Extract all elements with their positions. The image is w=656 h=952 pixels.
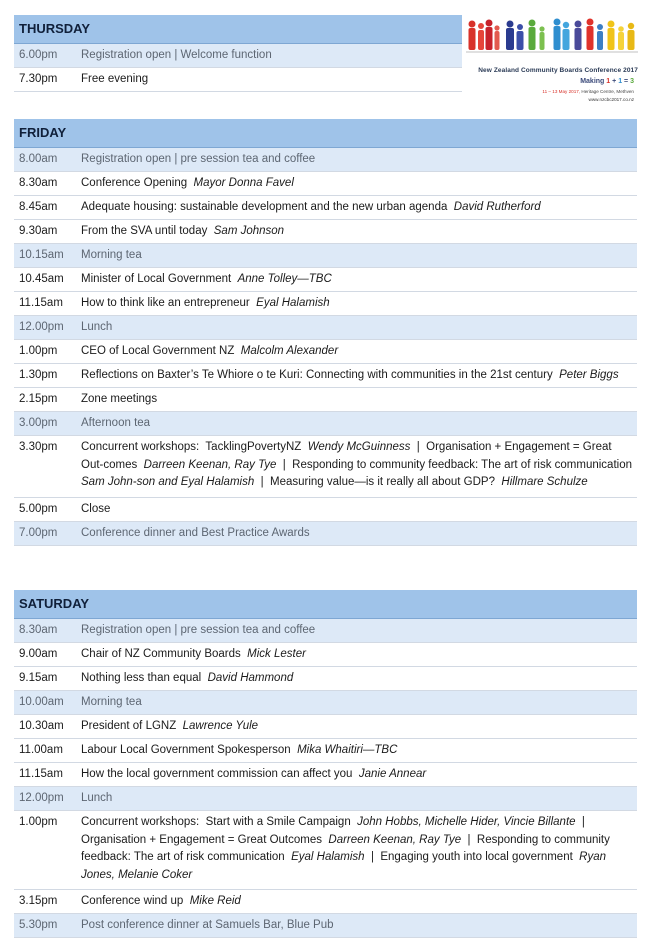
session-description <box>81 47 462 65</box>
session-title: Nothing less than equal <box>81 672 202 684</box>
session-title: How to think like an entrepreneur <box>81 297 250 309</box>
speaker-name: Darreen Keenan, Ray Tye <box>143 458 277 471</box>
session-description <box>81 742 637 760</box>
schedule-row <box>14 364 637 388</box>
schedule-row <box>14 619 637 643</box>
speaker-name: Mayor Donna Favel <box>193 177 294 189</box>
saturday-section <box>14 590 637 938</box>
session-time: 8.45am <box>19 201 58 213</box>
schedule-row <box>14 643 637 667</box>
schedule-row <box>14 691 637 715</box>
speaker-name: Sam John-son and Eyal Halamish <box>81 476 255 488</box>
session-time: 6.00pm <box>19 49 58 61</box>
speaker-name: Darreen Keenan, Ray Tye <box>328 833 462 846</box>
session-description <box>81 766 637 784</box>
session-title: Zone meetings <box>81 393 158 405</box>
session-description <box>81 343 637 361</box>
session-time: 9.00am <box>19 648 58 660</box>
speaker-name: Wendy McGuinness <box>307 441 411 453</box>
session-description <box>81 415 637 433</box>
session-time: 1.00pm <box>19 816 58 828</box>
speaker-name: Anne Tolley—TBC <box>237 273 332 285</box>
schedule-row <box>14 316 637 340</box>
speaker-name: Ryan Jones, Melanie Coker <box>81 851 610 881</box>
session-text: | Engaging youth into local government <box>364 851 580 863</box>
session-description <box>81 391 637 409</box>
session-title: Chair of NZ Community Boards <box>81 648 241 660</box>
session-time: 3.00pm <box>19 417 58 429</box>
session-description <box>81 790 637 808</box>
session-description <box>81 319 637 337</box>
schedule-row <box>14 220 637 244</box>
session-text: | Organisation + Engagement = Great Out-comes <box>81 441 615 471</box>
session-description <box>81 199 637 217</box>
session-time: 7.30pm <box>19 73 58 85</box>
speaker-name: Eyal Halamish <box>256 297 330 309</box>
schedule-row <box>14 172 637 196</box>
schedule-row <box>14 68 462 92</box>
session-title: Close <box>81 502 111 515</box>
session-title: Post conference dinner at Samuels Bar, Blue Pub <box>81 919 334 931</box>
session-description <box>81 175 637 193</box>
session-time: 12.00pm <box>19 321 64 333</box>
conference-logo <box>466 15 638 108</box>
speaker-name: Mike Reid <box>189 895 241 907</box>
speaker-name: Hillmare Schulze <box>501 476 588 488</box>
session-time: 8.30am <box>19 177 58 189</box>
schedule-row <box>14 522 637 546</box>
session-description <box>81 670 637 688</box>
session-description <box>81 917 637 935</box>
session-title: Conference wind up <box>81 895 184 907</box>
speaker-name: Mick Lester <box>247 648 306 660</box>
session-time: 9.30am <box>19 225 58 237</box>
speaker-name: Janie Annear <box>358 768 427 780</box>
session-text: | Organisation + Engagement = Great Outcomes <box>81 816 592 846</box>
schedule-row <box>14 763 637 787</box>
session-time: 11.00am <box>19 744 63 756</box>
session-description <box>81 814 637 884</box>
conference-url: www.nzcbc2017.co.nz <box>588 97 634 102</box>
session-title: Registration open | pre session tea and coffee <box>81 624 316 636</box>
friday-section <box>14 119 637 546</box>
session-title: Registration open | pre session tea and coffee <box>81 153 316 165</box>
session-description <box>81 694 637 712</box>
session-title: Morning tea <box>81 249 142 261</box>
speaker-name: David Hammond <box>207 672 294 684</box>
saturday-rows <box>14 619 637 938</box>
session-time: 10.45am <box>19 273 64 285</box>
session-title: Conference dinner and Best Practice Awards <box>81 526 310 539</box>
session-title: Reflections on Baxter’s Te Whiore o te Kuri: Connecting with communities in the 21st century <box>81 369 553 381</box>
conference-tagline: Making 1 + 1 = 3 <box>580 78 634 85</box>
session-title: Adequate housing: sustainable development and the new urban agenda <box>81 201 448 213</box>
speaker-name: Peter Biggs <box>559 369 619 381</box>
schedule-row <box>14 667 637 691</box>
session-description <box>81 439 637 492</box>
friday-header: FRIDAY <box>14 119 637 148</box>
session-time: 8.30am <box>19 624 58 636</box>
session-description <box>81 646 637 664</box>
schedule-row <box>14 292 637 316</box>
session-description <box>81 223 637 241</box>
session-title: Afternoon tea <box>81 417 151 429</box>
session-time: 8.00am <box>19 153 58 165</box>
session-time: 1.30pm <box>19 369 58 381</box>
schedule-row <box>14 244 637 268</box>
speaker-name: David Rutherford <box>453 201 541 213</box>
session-title: Lunch <box>81 321 113 333</box>
schedule-row <box>14 388 637 412</box>
session-time: 9.15am <box>19 672 58 684</box>
conference-dates: 11 – 13 May 2017, Heritage Centre, Methven <box>542 89 634 94</box>
session-time: 5.30pm <box>19 919 58 931</box>
session-description <box>81 295 637 313</box>
session-time: 7.00pm <box>19 526 58 539</box>
schedule-row <box>14 787 637 811</box>
session-time: 3.15pm <box>19 895 58 907</box>
speaker-name: John Hobbs, Michelle Hider, Vincie Billante <box>357 816 576 828</box>
schedule-row <box>14 268 637 292</box>
session-text: | Responding to community feedback: The art of risk communication <box>276 458 639 471</box>
schedule-row <box>14 914 637 938</box>
session-title: CEO of Local Government NZ <box>81 345 235 357</box>
session-description <box>81 718 637 736</box>
session-text: Concurrent workshops: TacklingPovertyNZ <box>81 441 308 453</box>
session-text: | Responding to community feedback: The art of risk communication <box>81 833 614 863</box>
session-title: Labour Local Government Spokesperson <box>81 744 291 756</box>
session-time: 2.15pm <box>19 393 58 405</box>
schedule-row <box>14 196 637 220</box>
session-description <box>81 367 637 385</box>
schedule-row <box>14 498 637 522</box>
session-time: 11.15am <box>19 297 63 309</box>
session-time: 10.00am <box>19 696 64 708</box>
schedule-row <box>14 890 637 914</box>
thursday-section <box>14 15 462 92</box>
session-time: 11.15am <box>19 768 63 780</box>
session-description <box>81 525 637 543</box>
session-title: Free evening <box>81 73 149 85</box>
session-title: Registration open | Welcome function <box>81 49 272 61</box>
session-title: Morning tea <box>81 696 142 708</box>
session-time: 3.30pm <box>19 441 58 453</box>
schedule-row <box>14 340 637 364</box>
session-time: 10.15am <box>19 249 64 261</box>
session-time: 1.00pm <box>19 345 58 357</box>
speaker-name: Sam Johnson <box>213 225 285 237</box>
session-title: Minister of Local Government <box>81 273 232 285</box>
schedule-row <box>14 811 637 890</box>
session-description <box>81 247 637 265</box>
schedule-row <box>14 412 637 436</box>
conference-title: New Zealand Community Boards Conference 2017 <box>478 67 638 74</box>
schedule-row <box>14 715 637 739</box>
schedule-row <box>14 739 637 763</box>
thursday-header: THURSDAY <box>14 15 462 44</box>
friday-rows <box>14 148 637 546</box>
session-title: From the SVA until today <box>81 225 208 237</box>
session-description <box>81 151 637 169</box>
session-time: 12.00pm <box>19 792 64 804</box>
session-description <box>81 893 637 911</box>
session-title: Lunch <box>81 792 113 804</box>
session-time: 5.00pm <box>19 502 58 515</box>
schedule-row <box>14 44 462 68</box>
schedule-row <box>14 436 637 498</box>
thursday-rows <box>14 44 462 92</box>
speaker-name: Eyal Halamish <box>291 851 365 863</box>
session-title: President of LGNZ <box>81 720 177 732</box>
session-time: 10.30am <box>19 720 64 732</box>
session-title: How the local government commission can affect you <box>81 768 353 780</box>
session-description <box>81 501 637 519</box>
speaker-name: Lawrence Yule <box>182 720 259 732</box>
schedule-row <box>14 148 637 172</box>
session-description <box>81 271 637 289</box>
speaker-name: Malcolm Alexander <box>240 345 339 357</box>
session-description <box>81 622 637 640</box>
session-text: | Measuring value—is it really all about GDP? <box>254 476 502 488</box>
speaker-name: Mika Whaitiri—TBC <box>297 744 398 756</box>
saturday-header: SATURDAY <box>14 590 637 619</box>
people-silhouettes-graphic <box>466 15 638 65</box>
session-text: Concurrent workshops: Start with a Smile Campaign <box>81 816 358 828</box>
session-title: Conference Opening <box>81 177 188 189</box>
session-description <box>81 71 462 89</box>
